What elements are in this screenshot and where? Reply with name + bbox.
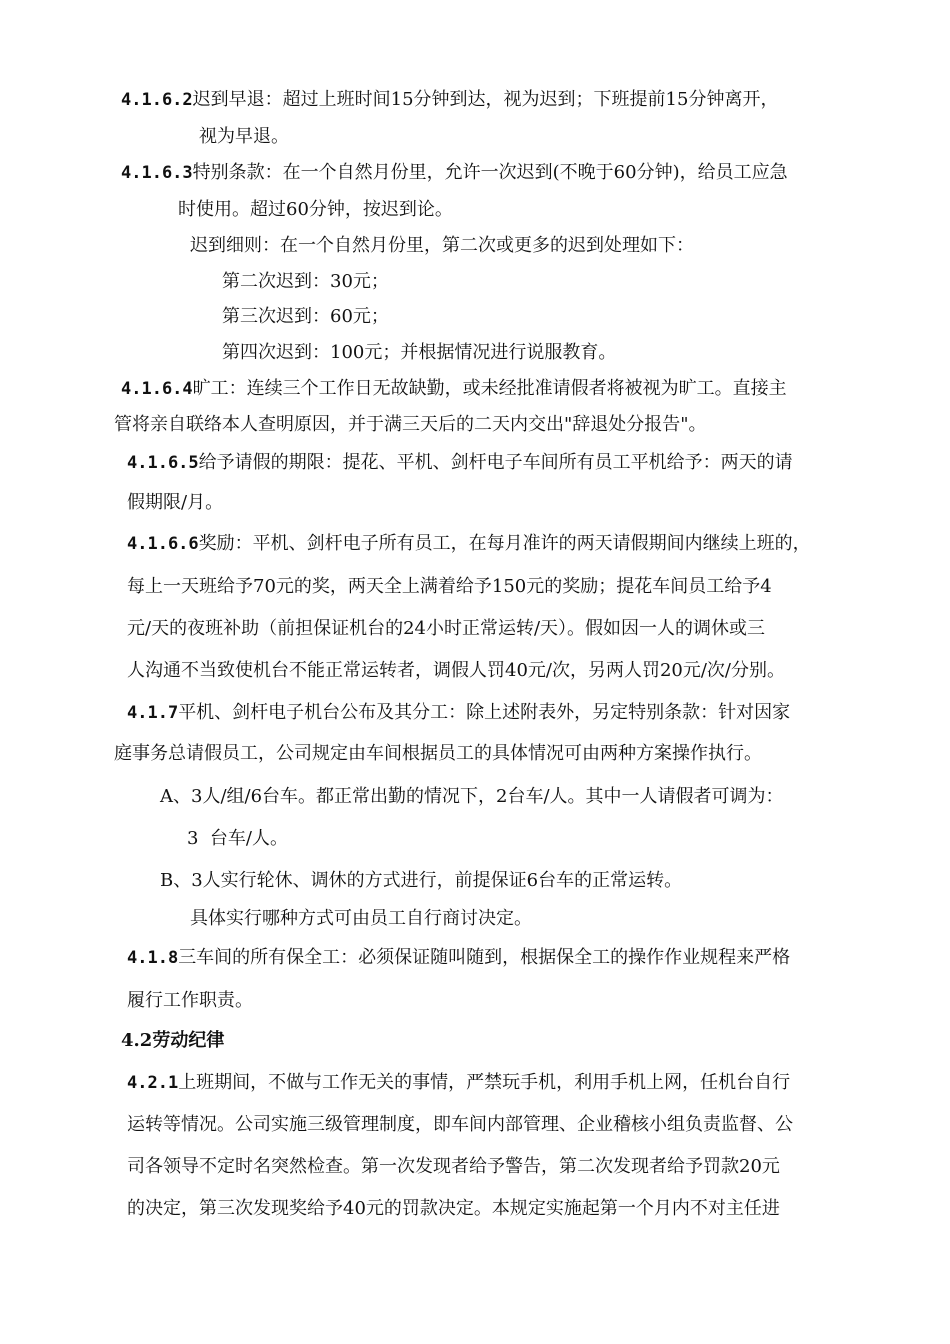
clause-4-1-6-2 xyxy=(121,88,778,112)
clause-4-1-7 xyxy=(127,701,790,725)
late-rule-item: 第四次迟到：100元；并根据情况进行说服教育。 xyxy=(222,342,617,363)
clause-text: 迟到早退：超过上班时间15分钟到达，视为迟到；下班提前15分钟离开， xyxy=(192,89,779,110)
clause-4-2-1 xyxy=(127,1071,790,1095)
clause-text-line: 每上一天班给予70元的奖，两天全上满着给予150元的奖励；提花车间员工给予4 xyxy=(127,576,772,597)
option-a-continued: 3 台车/人。 xyxy=(187,828,288,849)
clause-number: 4.1.6.4 xyxy=(121,379,193,399)
clause-number: 4.2.1 xyxy=(127,1073,179,1093)
clause-text-line: 庭事务总请假员工，公司规定由车间根据员工的具体情况可由两种方案操作执行。 xyxy=(114,743,762,764)
clause-number: 4.1.7 xyxy=(127,703,179,723)
clause-number: 4.1.6.2 xyxy=(121,90,193,110)
clause-text: 三车间的所有保全工：必须保证随叫随到，根据保全工的操作作业规程来严格 xyxy=(178,947,791,968)
clause-text-line: 元/天的夜班补助（前担保证机台的24小时正常运转/天）。假如因一人的调休或三 xyxy=(127,618,766,639)
clause-number: 4.1.6.3 xyxy=(121,163,193,183)
section-heading: 4.2劳动纪律 xyxy=(121,1030,225,1051)
clause-text: 上班期间，不做与工作无关的事情，严禁玩手机，利用手机上网，任机台自行 xyxy=(178,1072,791,1093)
clause-text-line: 司各领导不定时名突然检查。第一次发现者给予警告，第二次发现者给予罚款20元 xyxy=(127,1156,780,1177)
clause-text: 平机、剑杆电子机台公布及其分工：除上述附表外，另定特别条款：针对因家 xyxy=(178,702,791,723)
clause-4-1-6-5 xyxy=(127,451,793,475)
clause-text: 旷工：连续三个工作日无故缺勤，或未经批准请假者将被视为旷工。直接主 xyxy=(192,378,787,399)
clause-text-line: 人沟通不当致使机台不能正常运转者，调假人罚40元/次，另两人罚20元/次/分别。 xyxy=(127,660,785,681)
clause-text-line: 假期限/月。 xyxy=(127,492,224,513)
late-rule-item: 第二次迟到：30元； xyxy=(222,271,389,292)
clause-text: 奖励：平机、剑杆电子所有员工，在每月准许的两天请假期间内继续上班的， xyxy=(198,533,811,554)
clause-text-line: 时使用。超过60分钟，按迟到论。 xyxy=(178,199,453,220)
clause-number: 4.1.6.5 xyxy=(127,453,199,473)
late-rule-item: 第三次迟到：60元； xyxy=(222,306,389,327)
clause-text: 给予请假的期限：提花、平机、剑杆电子车间所有员工平机给予：两天的请 xyxy=(198,452,793,473)
clause-text-line: 管将亲自联络本人查明原因，并于满三天后的二天内交出"辞退处分报告"。 xyxy=(114,414,707,435)
clause-text-line: 运转等情况。公司实施三级管理制度，即车间内部管理、企业稽核小组负责监督、公 xyxy=(127,1114,793,1135)
clause-4-1-6-6 xyxy=(127,532,811,556)
clause-number: 4.1.6.6 xyxy=(127,534,199,554)
late-rules-intro: 迟到细则：在一个自然月份里，第二次或更多的迟到处理如下： xyxy=(190,235,694,256)
clause-text-line: 的决定，第三次发现奖给予40元的罚款决定。本规定实施起第一个月内不对主任进 xyxy=(127,1198,780,1219)
clause-4-1-8 xyxy=(127,946,790,970)
option-note: 具体实行哪种方式可由员工自行商讨决定。 xyxy=(190,908,532,929)
clause-4-1-6-3 xyxy=(121,161,788,185)
clause-number: 4.1.8 xyxy=(127,948,179,968)
clause-text-line: 履行工作职责。 xyxy=(127,990,253,1011)
clause-4-1-6-4 xyxy=(121,377,787,401)
clause-text: 特别条款：在一个自然月份里，允许一次迟到(不晚于60分钟)，给员工应急 xyxy=(192,162,788,183)
clause-text-line: 视为早退。 xyxy=(199,126,289,147)
option-b: B、3人实行轮休、调休的方式进行，前提保证6台车的正常运转。 xyxy=(160,870,683,891)
option-a: A、3人/组/6台车。都正常出勤的情况下，2台车/人。其中一人请假者可调为： xyxy=(160,786,784,807)
